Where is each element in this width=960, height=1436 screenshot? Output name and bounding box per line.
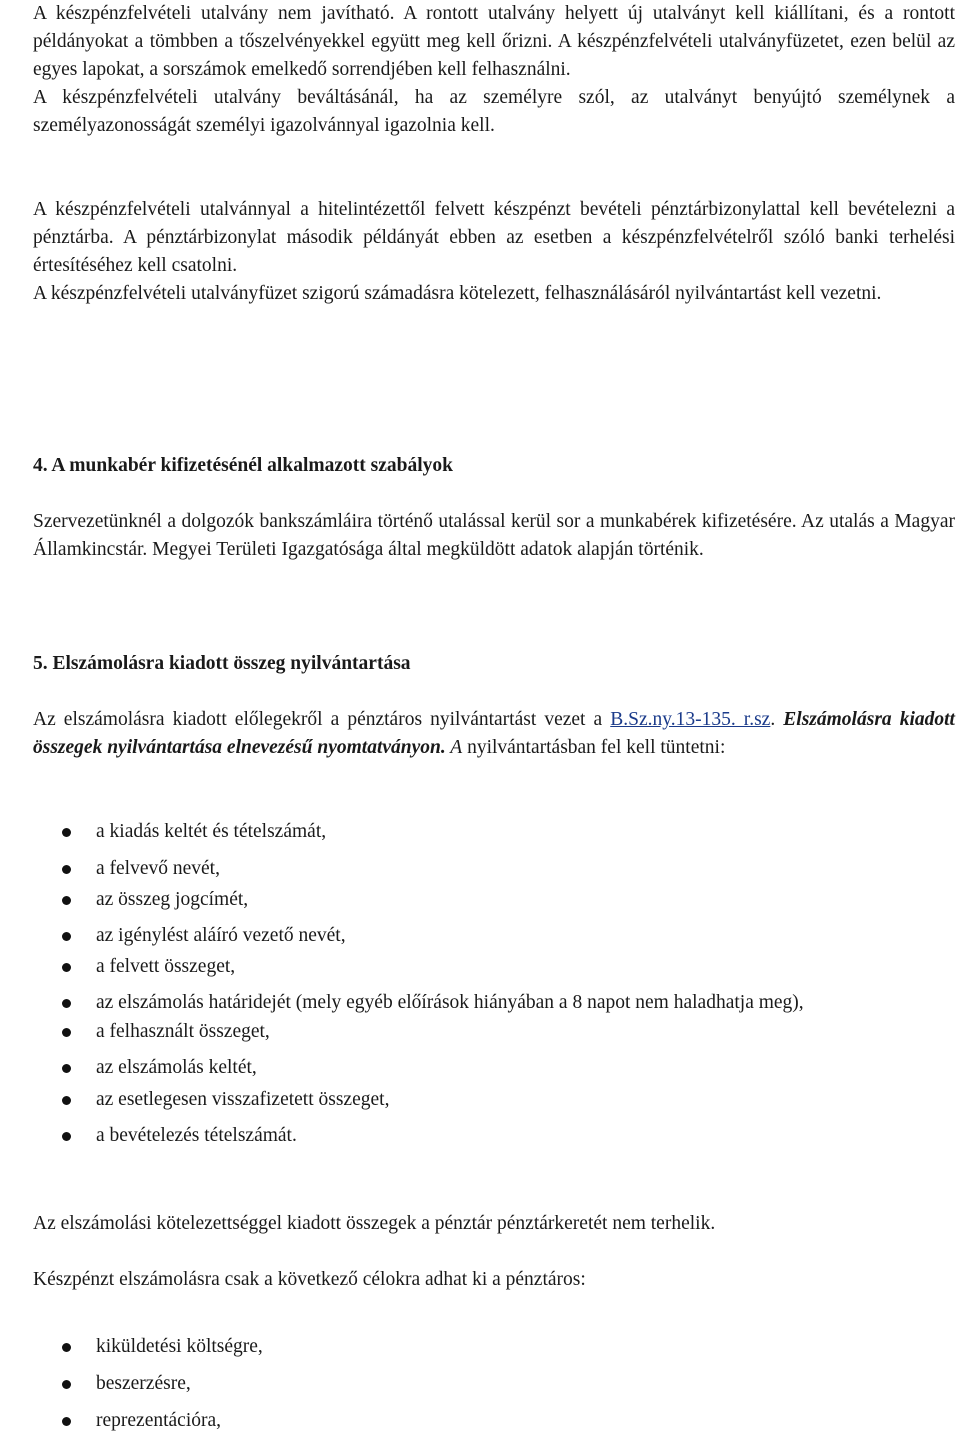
paragraph-cash-receipt: A készpénzfelvételi utalvánnyal a hitelintézettől felvett készpénzt bevételi pénztárbizonylattal kell bevételezni a pénztárba. A pénztárbizonylat második példányát ebben az esetben a készpénzfelvételről szóló banki terhelési értesítéséhez kell csatolni. [33,199,955,276]
list-item-text: beszerzésre, [96,1373,191,1394]
list-item [33,1370,955,1398]
bullet-icon [62,1028,71,1037]
paragraph-purposes-intro: Készpénzt elszámolásra csak a következő célokra adhat ki a pénztáros: [33,1269,586,1290]
list-item [33,1054,955,1082]
list-item-text: a felvett összeget, [96,956,236,977]
section-5-intro [33,706,955,762]
top-paragraphs [33,0,955,140]
bullet-icon [62,1132,71,1141]
list-item [33,1086,955,1114]
paragraph-advance-register [33,706,955,762]
list-item-text: az elszámolás határidejét (mely egyéb előírások hiányában a 8 napot nem haladhatja meg), [96,992,804,1013]
list-item-text: a felhasznált összeget, [96,1021,270,1042]
form-name: Elszámolásra kiadott összegek nyilvántartása elnevezésű nyomtatványon. [33,709,955,758]
section-5-heading: 5. Elszámolásra kiadott összeg nyilvántartása [33,653,411,674]
list-item [33,818,955,846]
paragraph-voucher-redemption: A készpénzfelvételi utalvány beváltásánál, ha az személyre szól, az utalványt benyújtó személynek a személyazonosságát személyi igazolvánnyal igazolnia kell. [33,87,955,136]
list-item [33,855,955,883]
list-item-text: a bevételezés tételszámát. [96,1125,297,1146]
bullet-icon [62,932,71,941]
paragraph-voucher-correction: A készpénzfelvételi utalvány nem javítható. A rontott utalvány helyett új utalványt kell kiállítani, és a rontott példányokat a tömbben a tőszelvényekkel együtt meg kell őrizni. A készpénzfelvételi utalványfüzetet, ezen belül az egyes lapokat, a sorszámok emelkedő sorrendjében kell felhasználni. [33,3,955,80]
list-item-text: kiküldetési költségre, [96,1336,263,1357]
list-item [33,1407,955,1435]
list-item-text: a felvevő nevét, [96,858,220,879]
section-4-body [33,508,955,564]
form-reference-link[interactable]: B.Sz.ny.13-135. r.sz [610,709,771,730]
intro-text: Az elszámolásra kiadott előlegekről a pénztáros nyilvántartást vezet a [33,709,611,730]
list-item-text: az összeg jogcímét, [96,889,249,910]
section-4-heading: 4. A munkabér kifizetésénél alkalmazott szabályok [33,455,453,476]
purpose-items-list [33,1333,955,1435]
bullet-icon [62,1417,71,1426]
intro-tail: nyilvántartásban fel kell tüntetni: [462,737,726,758]
bullet-icon [62,1380,71,1389]
list-item-text: az esetlegesen visszafizetett összeget, [96,1089,390,1110]
list-item [33,953,955,981]
list-item-text: az elszámolás keltét, [96,1057,257,1078]
bullet-icon [62,963,71,972]
list-item [33,922,955,950]
list-item-text: reprezentációra, [96,1410,222,1431]
bullet-icon [62,896,71,905]
bullet-icon [62,1343,71,1352]
paragraph-strict-accounting: A készpénzfelvételi utalványfüzet szigorú számadásra kötelezett, felhasználásáról nyilvántartást kell vezetni. [33,283,882,304]
list-item [33,886,955,914]
list-item [33,1333,955,1361]
bullet-icon [62,828,71,837]
list-item-text: a kiadás keltét és tételszámát, [96,821,327,842]
bullet-icon [62,1096,71,1105]
section-5-note [33,1210,955,1238]
bullet-icon [62,1064,71,1073]
intro-dot: . [770,709,776,730]
paragraph-no-cash-limit: Az elszámolási kötelezettséggel kiadott összegek a pénztár pénztárkeretét nem terhelik. [33,1213,716,1234]
section-5-purpose-intro [33,1266,955,1294]
bullet-icon [62,999,71,1008]
list-item-text: az igénylést aláíró vezető nevét, [96,925,346,946]
middle-paragraphs [33,196,955,308]
intro-italic-a: A [445,737,463,758]
list-item [33,1018,955,1046]
list-item [33,989,955,1017]
paragraph-wage-payment: Szervezetünknél a dolgozók bankszámláira történő utalással kerül sor a munkabérek kifizetésére. Az utalás a Magyar Államkincstár. Megyei Területi Igazgatósága által megküldött adatok alapján történik. [33,511,955,560]
bullet-icon [62,865,71,874]
list-item [33,1122,955,1150]
register-items-list [33,818,955,1150]
